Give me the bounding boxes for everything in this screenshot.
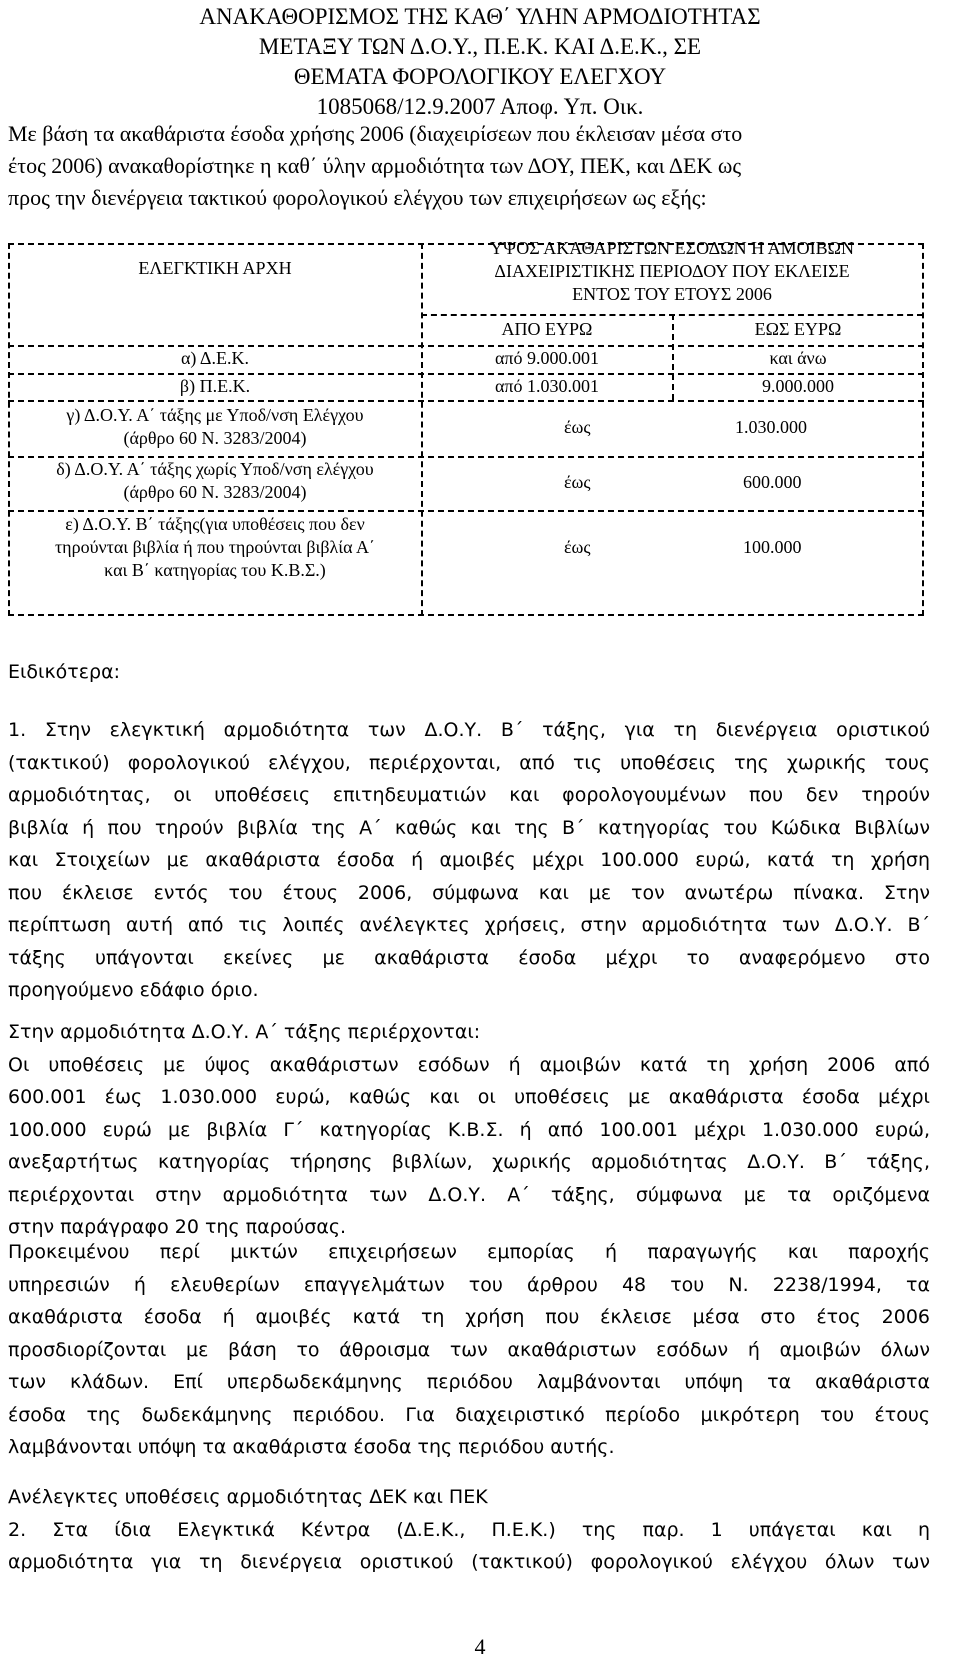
authority-text: α) Δ.Ε.Κ. (180, 348, 249, 368)
header-amount-line: ΔΙΑΧΕΙΡΙΣΤΙΚΗΣ ΠΕΡΙΟΔΟΥ ΠΟΥ ΕΚΛΕΙΣΕ (494, 261, 850, 281)
paragraph-heading: Ανέλεγκτες υποθέσεις αρμοδιότητας ΔΕΚ και ΠΕΚ (8, 1486, 488, 1508)
table-row-authority (10, 375, 420, 398)
paragraph-line: προσδιορίζονται με βάση το άθροισμα των ακαθάριστων εσόδων ή αμοιβών όλων (8, 1338, 930, 1361)
paragraph-line: αρμοδιότητας, οι υποθέσεις επιτηδευματιών και φορολογουμένων που δεν τηρούν (8, 784, 930, 806)
paragraph-line: προηγούμενο εδάφιο όριο. (8, 979, 259, 1001)
paragraph-line: υπηρεσιών ή ελευθερίων επαγγελμάτων του άρθρου 48 του Ν. 2238/1994, τα (8, 1273, 930, 1296)
intro-line: προς την διενέργεια τακτικού φορολογικού ελέγχου των επιχειρήσεων ως εξής: (8, 185, 707, 210)
from-text: από 1.030.001 (494, 376, 600, 396)
from-text: έως (564, 472, 591, 492)
document-title (0, 2, 960, 122)
table-row-authority (10, 513, 420, 582)
paragraph-line: (τακτικού) φορολογικού ελέγχου, περιέρχονται, από τις υποθέσεις της χωρικής τους (8, 751, 930, 774)
header-from-text: ΑΠΟ ΕΥΡΩ (501, 319, 593, 339)
table-row-to (674, 347, 922, 370)
authority-text: γ) Δ.Ο.Υ. Α΄ τάξης με Υποδ/νση Ελέγχου (66, 405, 364, 425)
paragraph-line: στην παράγραφο 20 της παρούσας. (8, 1216, 347, 1238)
to-text: 100.000 (743, 537, 802, 557)
header-to-text: ΕΩΣ ΕΥΡΩ (754, 319, 842, 339)
to-text: 9.000.000 (762, 376, 834, 396)
paragraph-line: και Στοιχείων με ακαθάριστα έσοδα ή αμοιβές μέχρι 100.000 ευρώ, κατά τη χρήση (8, 849, 930, 871)
paragraph-line: βιβλία ή που τηρούν βιβλία της Α΄ καθώς και της Β΄ κατηγορίας του Κώδικα Βιβλίων (8, 816, 930, 839)
paragraph-4 (8, 1481, 930, 1579)
paragraph-line: έσοδα της δωδεκάμηνης περιόδου. Για διαχειριστικό περίοδο μικρότερη του έτους (8, 1403, 930, 1426)
table-row-from (423, 347, 671, 370)
paragraph-line: 600.001 έως 1.030.000 ευρώ, καθώς και οι υποθέσεις με ακαθάριστα έσοδα μέχρι (8, 1086, 930, 1108)
paragraph-line: λαμβάνονται υπόψη τα ακαθάριστα έσοδα της περιόδου αυτής. (8, 1436, 615, 1458)
jurisdiction-table (8, 238, 924, 616)
authority-text: τηρούνται βιβλία ή που τηρούνται βιβλία Α΄ (54, 537, 376, 557)
table-row-to (743, 471, 893, 494)
paragraph-line: περίπτωση αυτή από τις λοιπές ανέλεγκτες χρήσεις, στην αρμοδιότητα των Δ.Ο.Υ. Β΄ (8, 914, 930, 936)
paragraph-line: περιέρχονται στην αρμοδιότητα των Δ.Ο.Υ. Α΄ τάξης, σύμφωνα με τα οριζόμενα (8, 1183, 930, 1206)
table-border (8, 510, 924, 512)
intro-line: έτος 2006) ανακαθορίστηκε η καθ΄ ύλην αρμοδιότητα των ΔΟΥ, ΠΕΚ, και ΔΕΚ ως (8, 153, 742, 178)
table-row-from (564, 536, 664, 559)
table-row-authority (10, 347, 420, 370)
section-specifically (8, 656, 930, 689)
authority-text: και Β΄ κατηγορίας του Κ.Β.Σ.) (104, 560, 326, 580)
table-row-authority (10, 404, 420, 450)
header-amount (423, 237, 921, 306)
table-row-to (743, 536, 893, 559)
table-border (922, 243, 924, 616)
header-authority (10, 257, 420, 280)
table-border (8, 614, 924, 616)
intro-paragraph (8, 118, 928, 214)
title-line: 1085068/12.9.2007 Αποφ. Υπ. Οικ. (316, 94, 644, 119)
title-line: ΜΕΤΑΞΥ ΤΩΝ Δ.Ο.Υ., Π.Ε.Κ. ΚΑΙ Δ.Ε.Κ., ΣΕ (258, 34, 702, 59)
to-text: και άνω (769, 348, 827, 368)
authority-text: (άρθρο 60 Ν. 3283/2004) (123, 482, 307, 502)
paragraph-2 (8, 1016, 930, 1244)
title-line: ΑΝΑΚΑΘΟΡΙΣΜΟΣ ΤΗΣ ΚΑΘ΄ ΥΛΗΝ ΑΡΜΟΔΙΟΤΗΤΑΣ (199, 4, 761, 29)
table-row-to (735, 416, 885, 439)
header-to (674, 318, 922, 341)
from-text: από 9.000.001 (494, 348, 600, 368)
table-row-authority (10, 458, 420, 504)
authority-text: δ) Δ.Ο.Υ. Α΄ τάξης χωρίς Υποδ/νση ελέγχου (56, 459, 374, 479)
paragraph-line: που έκλεισε εντός του έτους 2006, σύμφωνα και με τον ανωτέρω πίνακα. Στην (8, 881, 930, 904)
paragraph-3 (8, 1236, 930, 1464)
table-row-to (674, 375, 922, 398)
authority-text: ε) Δ.Ο.Υ. Β΄ τάξης(για υποθέσεις που δεν (65, 514, 365, 534)
paragraph-line: των κλάδων. Επί υπερδωδεκάμηνης περιόδου λαμβάνονται υπόψη τα ακαθάριστα (8, 1371, 930, 1393)
header-from (423, 318, 671, 341)
from-text: έως (564, 537, 591, 557)
header-amount-line: ΕΝΤΟΣ ΤΟΥ ΕΤΟΥΣ 2006 (572, 284, 772, 304)
header-authority-text: ΕΛΕΓΚΤΙΚΗ ΑΡΧΗ (138, 258, 292, 278)
paragraph-line: 1. Στην ελεγκτική αρμοδιότητα των Δ.Ο.Υ. Β΄ τάξης, για τη διενέργεια οριστικού (8, 719, 930, 741)
paragraph-heading: Στην αρμοδιότητα Δ.Ο.Υ. Α΄ τάξης περιέρχονται: (8, 1021, 481, 1043)
paragraph-line: 100.000 ευρώ με βιβλία Γ΄ κατηγορίας Κ.Β.Σ. ή από 100.001 μέχρι 1.030.000 ευρώ, (8, 1118, 930, 1141)
paragraph-1 (8, 714, 930, 1007)
paragraph-line: ακαθάριστα έσοδα ή αμοιβές κατά τη χρήση που έκλεισε μέσα στο έτος 2006 (8, 1306, 930, 1328)
to-text: 1.030.000 (735, 417, 807, 437)
header-amount-line: ΥΨΟΣ ΑΚΑΘΑΡΙΣΤΩΝ ΕΣΟΔΩΝ Η ΑΜΟΙΒΩΝ (489, 238, 855, 258)
from-text: έως (564, 417, 591, 437)
table-row-from (564, 471, 664, 494)
specifically-heading: Ειδικότερα: (8, 661, 121, 683)
authority-text: (άρθρο 60 Ν. 3283/2004) (123, 428, 307, 448)
paragraph-line: Οι υποθέσεις με ύψος ακαθάριστων εσόδων ή αμοιβών κατά τη χρήση 2006 από (8, 1053, 930, 1076)
authority-text: β) Π.Ε.Κ. (179, 376, 251, 396)
title-line: ΘΕΜΑΤΑ ΦΟΡΟΛΟΓΙΚΟΥ ΕΛΕΓΧΟΥ (293, 64, 667, 89)
table-row-from (423, 375, 671, 398)
table-row-from (564, 416, 664, 439)
page-number: 4 (474, 1634, 486, 1659)
paragraph-line: Προκειμένου περί μικτών επιχειρήσεων εμπορίας ή παραγωγής και παροχής (8, 1241, 930, 1263)
paragraph-line: ανεξαρτήτως κατηγορίας τήρησης βιβλίων, χωρικής αρμοδιότητας Δ.Ο.Υ. Β΄ τάξης, (8, 1151, 930, 1173)
table-border (8, 400, 924, 402)
intro-line: Με βάση τα ακαθάριστα έσοδα χρήσης 2006 (διαχειρίσεων που έκλεισαν μέσα στο (8, 121, 743, 146)
to-text: 600.000 (743, 472, 802, 492)
paragraph-line: τάξης υπάγονται εκείνες με ακαθάριστα έσοδα μέχρι το αναφερόμενο στο (8, 946, 930, 969)
paragraph-line: αρμοδιότητα για τη διενέργεια οριστικού (τακτικού) φορολογικού ελέγχου όλων των (8, 1551, 930, 1573)
paragraph-line: 2. Στα ίδια Ελεγκτικά Κέντρα (Δ.Ε.Κ., Π.Ε.Κ.) της παρ. 1 υπάγεται και η (8, 1518, 930, 1541)
